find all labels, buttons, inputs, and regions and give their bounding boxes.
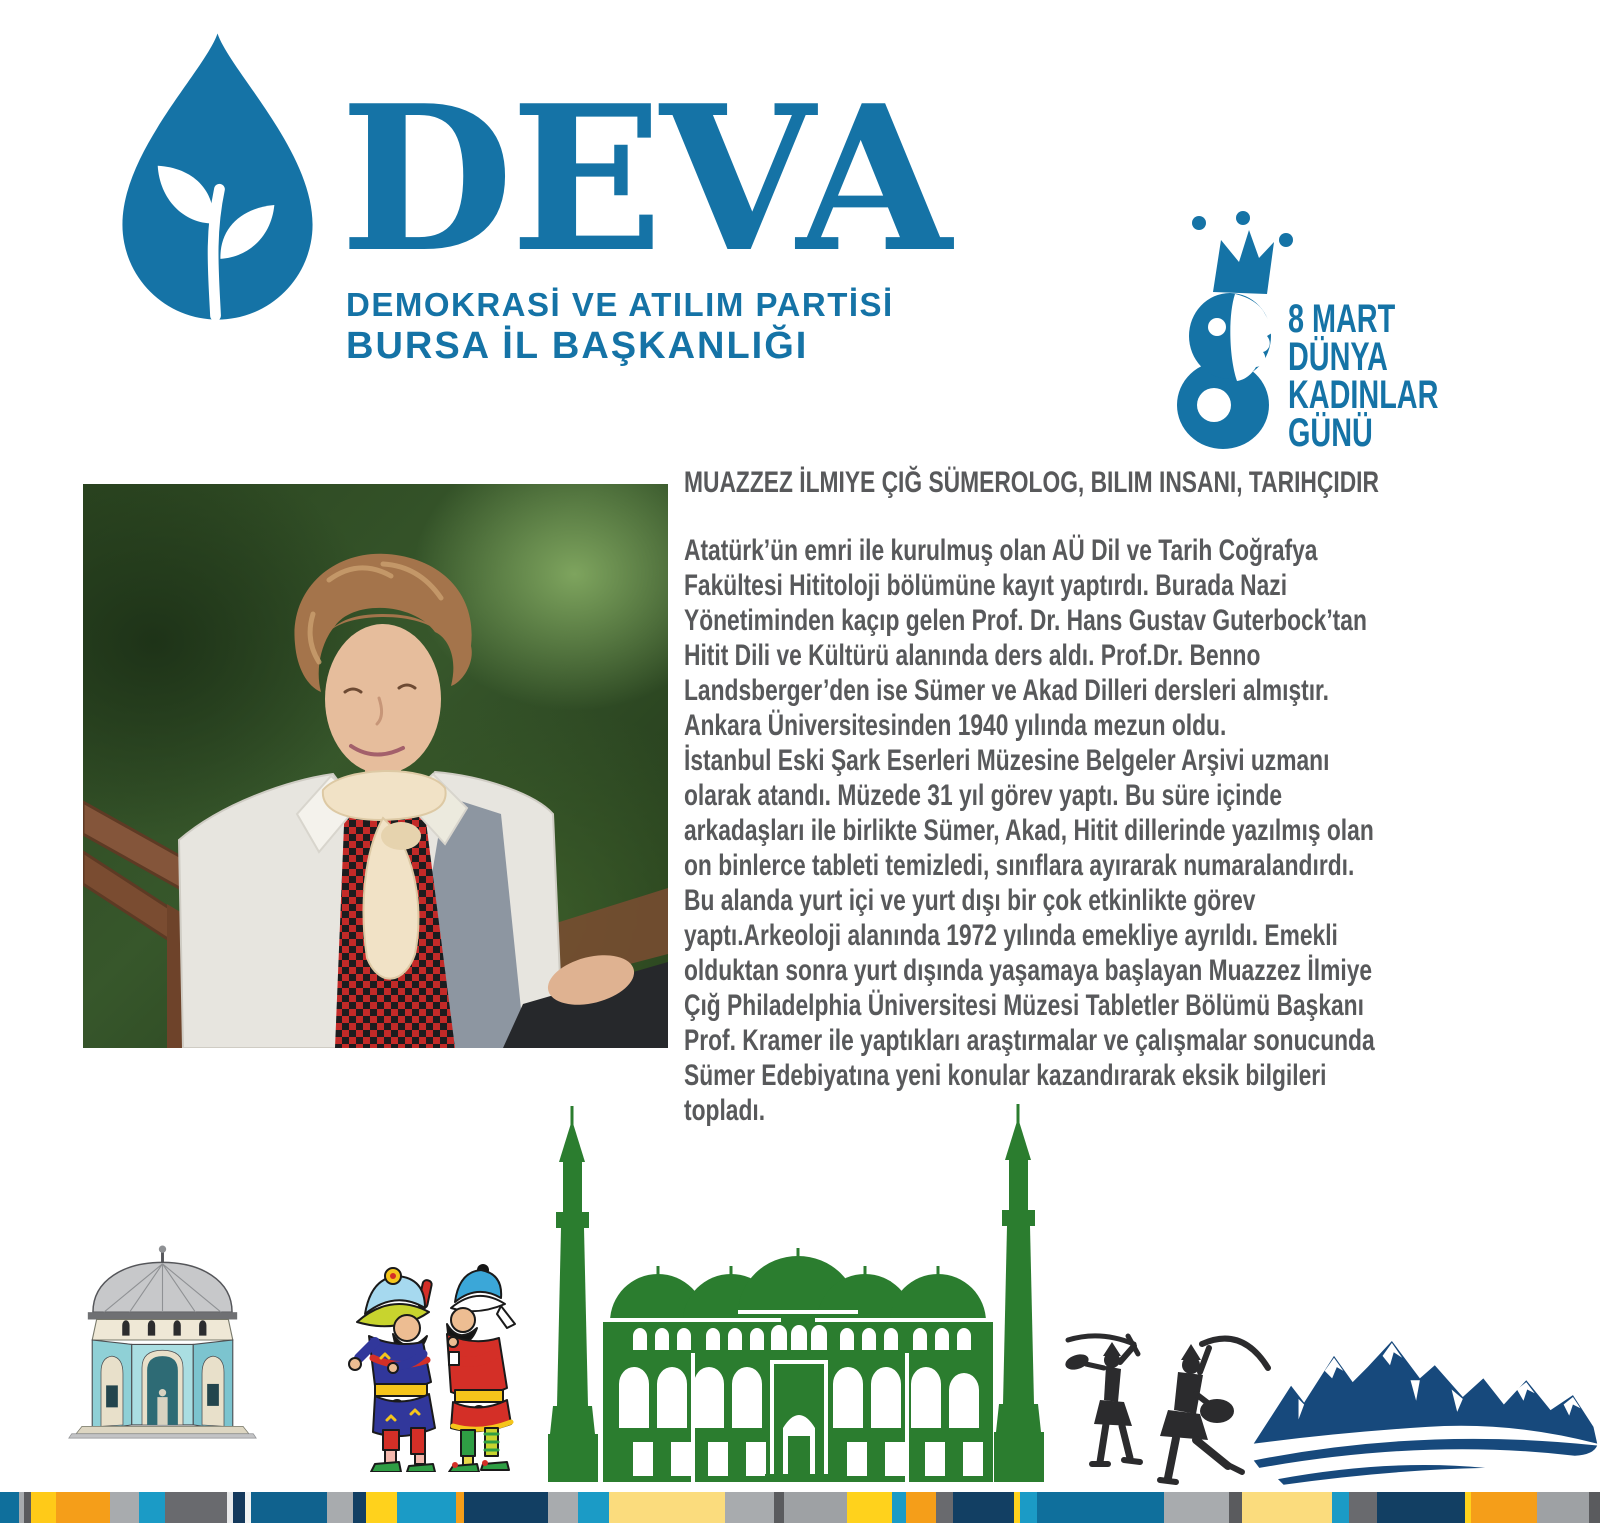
paragraph-line: Ankara Üniversitesinden 1940 yılında mezun oldu. [684, 709, 1227, 742]
womens-day-line: GÜNÜ [1288, 411, 1373, 455]
paragraph-line: yaptı.Arkeoloji alanında 1972 yılında emekliye ayrıldı. Emekli [684, 919, 1338, 952]
paragraph-line: Bu alanda yurt içi ve yurt dışı bir çok etkinlikte görev [684, 884, 1256, 917]
article-paragraph [684, 533, 1375, 1128]
stripe-segment [1332, 1492, 1349, 1523]
stripe-segment [1037, 1492, 1163, 1523]
paragraph-line: Prof. Kramer ile yaptıkları araştırmalar ve çalışmalar sonucunda [684, 1024, 1375, 1057]
portrait-illustration [83, 484, 668, 1048]
stripe-segment [1589, 1492, 1600, 1523]
stripe-segment [1377, 1492, 1466, 1523]
stripe-segment [110, 1492, 140, 1523]
stripe-segment [456, 1492, 463, 1523]
stripe-segment [1471, 1492, 1536, 1523]
stripe-segment [56, 1492, 110, 1523]
stripe-segment [609, 1492, 725, 1523]
paragraph-line: Fakültesi Hititoloji bölümüne kayıt yaptırdı. Burada Nazi [684, 569, 1288, 602]
stripe-segment [784, 1492, 847, 1523]
paragraph-line: İstanbul Eski Şark Eserleri Müzesine Belgeler Arşivi uzmanı [684, 744, 1330, 777]
article-heading: MUAZZEZ İLMIYE ÇIĞ SÜMEROLOG, BILIM INSANI, TARIHÇIDIR [684, 466, 1379, 499]
portrait-photo [83, 484, 668, 1048]
stripe-segment [464, 1492, 548, 1523]
womens-day-line: DÜNYA [1288, 335, 1388, 379]
stripe-segment [165, 1492, 226, 1523]
stripe-segment [1020, 1492, 1037, 1523]
paragraph-line: Atatürk’ün emri ile kurulmuş olan AÜ Dil ve Tarih Coğrafya [684, 534, 1318, 567]
stripe-segment [1242, 1492, 1333, 1523]
paragraph-line: olduktan sonra yurt dışında yaşamaya başlayan Muazzez İlmiye [684, 954, 1373, 987]
stripe-segment [847, 1492, 891, 1523]
party-name-subtitle: DEMOKRASİ VE ATILIM PARTİSİ [346, 286, 894, 323]
ulu-cami-mosque-illustration [515, 1098, 1075, 1482]
stripe-segment [578, 1492, 610, 1523]
paragraph-line: topladı. [684, 1094, 766, 1127]
stripe-segment [397, 1492, 456, 1523]
uludag-mountains-illustration [1250, 1320, 1600, 1488]
stripe-segment [139, 1492, 165, 1523]
stripe-segment [548, 1492, 578, 1523]
stripe-segment [0, 1492, 19, 1523]
paragraph-line: olarak atandı. Müzede 31 yıl görev yaptı. Bu süre içinde [684, 779, 1283, 812]
paragraph-line: Yönetiminden kaçıp gelen Prof. Dr. Hans Gustav Guterbock’tan [684, 604, 1367, 637]
stripe-segment [1164, 1492, 1229, 1523]
stripe-segment [953, 1492, 1014, 1523]
paragraph-line: arkadaşları ile birlikte Sümer, Akad, Hitit dillerinde yazılmış olan [684, 814, 1374, 847]
stripe-segment [1349, 1492, 1376, 1523]
footer-stripe [0, 1492, 1600, 1523]
stripe-segment [251, 1492, 327, 1523]
stripe-segment [327, 1492, 353, 1523]
stripe-segment [936, 1492, 953, 1523]
womens-day-text [1288, 297, 1439, 455]
deva-wordmark: DEVA [340, 62, 949, 297]
womens-day-line: 8 MART [1288, 297, 1396, 341]
stripe-segment [366, 1492, 398, 1523]
womens-day-line: KADINLAR [1288, 373, 1439, 417]
stripe-segment [31, 1492, 56, 1523]
stripe-segment [774, 1492, 785, 1523]
stripe-segment [233, 1492, 245, 1523]
stripe-segment [906, 1492, 936, 1523]
paragraph-line: on binlerce tableti temizledi, sınıflara ayırarak numaralandırdı. [684, 849, 1355, 882]
stripe-segment [725, 1492, 773, 1523]
stripe-segment [353, 1492, 366, 1523]
stripe-segment [892, 1492, 907, 1523]
karagoz-hacivat-puppets-illustration [335, 1262, 535, 1472]
paragraph-line: Çığ Philadelphia Üniversitesi Müzesi Tabletler Bölümü Başkanı [684, 989, 1364, 1022]
deva-drop-logo-icon [95, 28, 340, 330]
stripe-segment [1537, 1492, 1590, 1523]
yesil-turbe-tomb-illustration [60, 1214, 265, 1466]
paragraph-line: Sümer Edebiyatına yeni konular kazandırarak eksik bilgileri [684, 1059, 1327, 1092]
stripe-segment [1229, 1492, 1242, 1523]
branch-name-subtitle: BURSA İL BAŞKANLIĞI [346, 325, 809, 367]
paragraph-line: Landsberger’den ise Sümer ve Akad Dilleri dersleri almıştır. [684, 674, 1330, 707]
paragraph-line: Hitit Dili ve Kültürü alanında ders aldı. Prof.Dr. Benno [684, 639, 1261, 672]
womens-day-eight-crown-icon [1135, 200, 1305, 460]
